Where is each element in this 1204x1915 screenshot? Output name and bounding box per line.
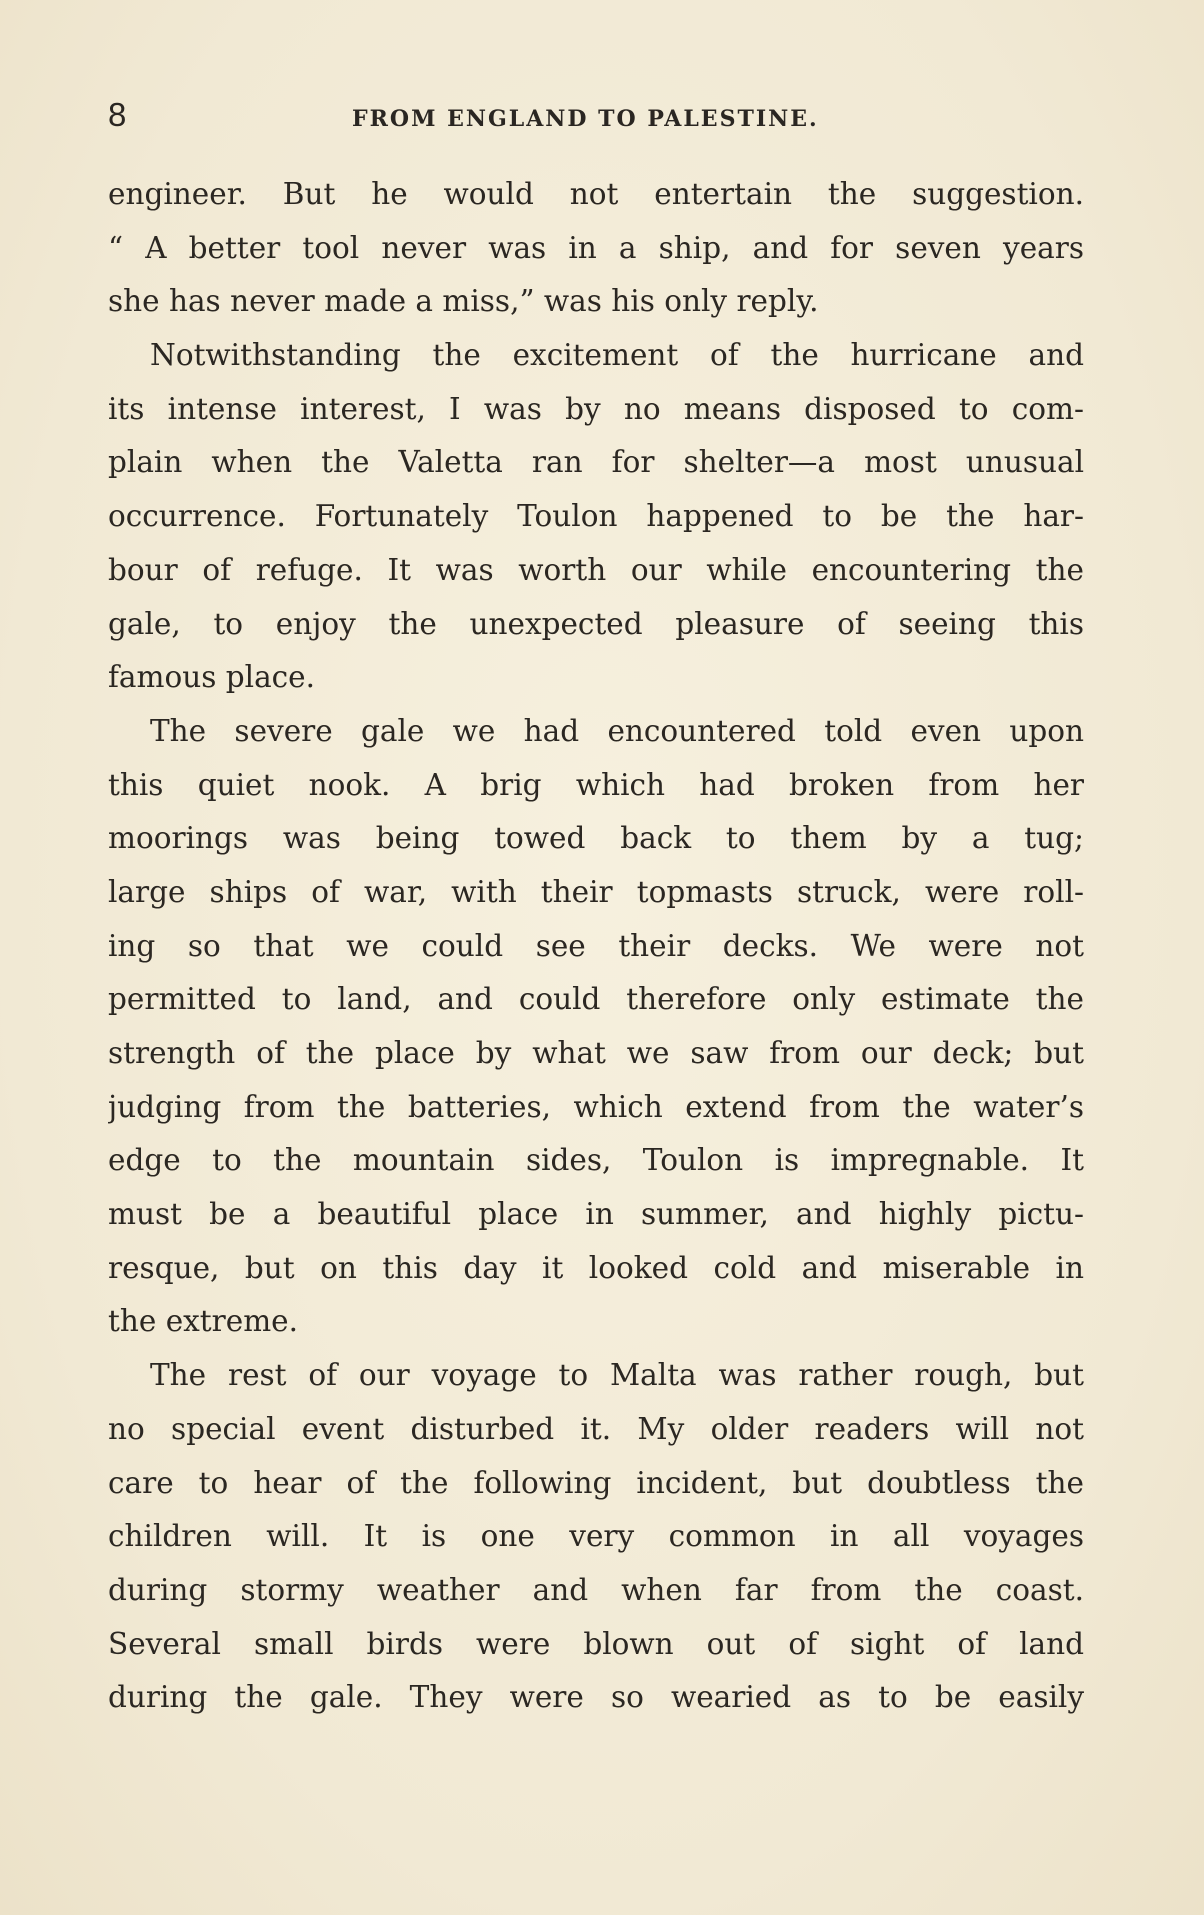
text-line: Notwithstanding the excitement of the hurricane and xyxy=(150,338,1084,373)
text-line: “ A better tool never was in a ship, and for seven years xyxy=(108,230,1084,265)
text-line: during stormy weather and when far from the coast. xyxy=(108,1572,1084,1607)
page-header xyxy=(108,92,1088,142)
text-line: resque, but on this day it looked cold and miserable in xyxy=(108,1250,1084,1285)
text-line: children will. It is one very common in all voyages xyxy=(108,1519,1084,1554)
text-line: its intense interest, I was by no means disposed to com- xyxy=(108,391,1084,426)
text-line: permitted to land, and could therefore only estimate the xyxy=(108,982,1084,1017)
text-line: The severe gale we had encountered told even upon xyxy=(150,713,1084,748)
text-line: plain when the Valetta ran for shelter—a most unusual xyxy=(108,445,1084,480)
text-line: the extreme. xyxy=(108,1304,299,1339)
text-line: edge to the mountain sides, Toulon is impregnable. It xyxy=(108,1143,1084,1178)
page-number: 8 xyxy=(108,96,127,133)
text-line: moorings was being towed back to them by a tug; xyxy=(108,821,1084,856)
text-line: bour of refuge. It was worth our while encountering the xyxy=(108,552,1084,587)
text-line: The rest of our voyage to Malta was rather rough, but xyxy=(150,1358,1084,1393)
text-line: must be a beautiful place in summer, and highly pictu- xyxy=(108,1197,1084,1232)
text-line: famous place. xyxy=(108,660,316,695)
text-line: ing so that we could see their decks. We were not xyxy=(108,928,1084,963)
text-line: strength of the place by what we saw from our deck; but xyxy=(108,1036,1084,1070)
text-line: Several small birds were blown out of sight of land xyxy=(108,1626,1084,1661)
text-line: large ships of war, with their topmasts struck, were roll- xyxy=(108,874,1084,909)
text-line: engineer. But he would not entertain the suggestion. xyxy=(108,177,1084,211)
body-text xyxy=(108,168,1084,1725)
text-line: occurrence. Fortunately Toulon happened to be the har- xyxy=(108,499,1084,534)
text-line: care to hear of the following incident, but doubtless the xyxy=(108,1465,1084,1500)
running-title: FROM ENGLAND TO PALESTINE. xyxy=(352,106,819,132)
text-line: she has never made a miss,” was his only reply. xyxy=(108,284,819,319)
text-line: no special event disturbed it. My older readers will not xyxy=(108,1411,1084,1446)
text-line: during the gale. They were so wearied as to be easily xyxy=(108,1680,1084,1715)
text-line: gale, to enjoy the unexpected pleasure of seeing this xyxy=(108,606,1084,641)
text-line: judging from the batteries, which extend from the water’s xyxy=(108,1089,1084,1124)
text-line: this quiet nook. A brig which had broken from her xyxy=(108,767,1084,802)
